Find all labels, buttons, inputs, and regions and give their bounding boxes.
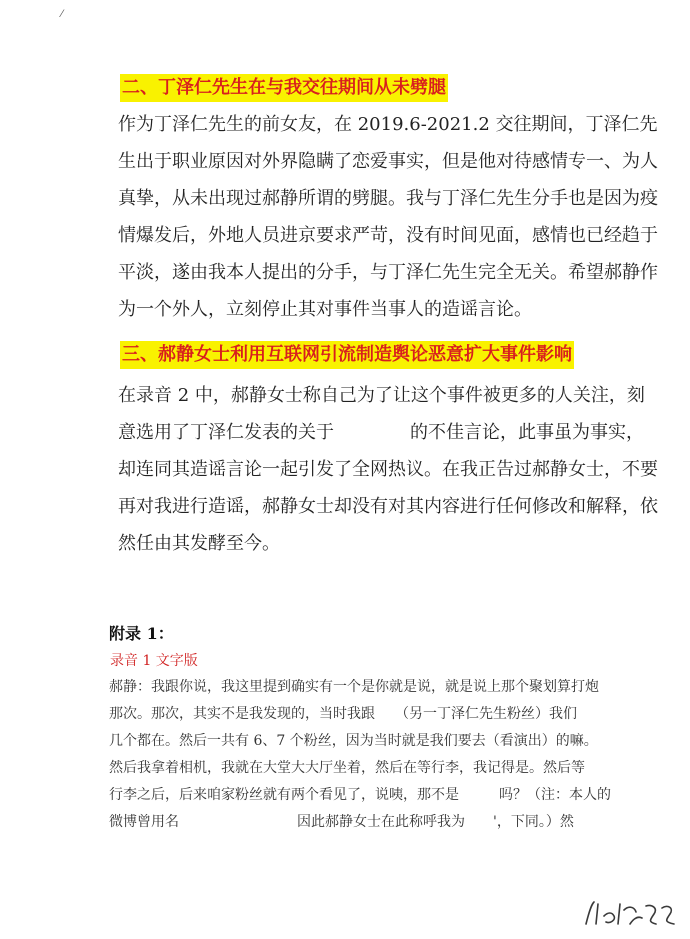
section-2-line-2: 生出于职业原因对外界隐瞒了恋爱事实，但是他对待感情专一、为人 [118, 151, 658, 172]
section-2-line-1: 作为丁泽仁先生的前女友，在 2019.6-2021.2 交往期间，丁泽仁先 [118, 114, 658, 135]
transcript-line-4: 然后我拿着相机，我就在大堂大大厅坐着，然后在等行李，我记得是。然后等 [109, 760, 585, 776]
transcript-line-6-mid: 因此郝静女士在此称呼我为 [297, 814, 465, 830]
section-2-line-4: 情爆发后，外地人员进京要求严苛，没有时间见面，感情也已经趋于 [118, 225, 658, 246]
transcript-line-2 [109, 704, 577, 724]
handwritten-signature [582, 898, 690, 928]
section-2-line-3: 真挚，从未出现过郝静所谓的劈腿。我与丁泽仁先生分手也是因为疫 [118, 188, 658, 209]
transcript-line-3: 几个都在。然后一共有 6、7 个粉丝，因为当时就是我们要去（看演出）的嘛。 [109, 733, 598, 749]
transcript-line-5 [109, 785, 611, 805]
transcript-line-2-end: （另一丁泽仁先生粉丝）我们 [395, 706, 577, 722]
section-3-line-5: 然任由其发酵至今。 [118, 533, 280, 554]
transcript-line-6 [109, 812, 574, 832]
section-3-line-2-start: 意选用了丁泽仁发表的关于 [118, 422, 334, 443]
section-3-line-3: 却连同其造谣言论一起引发了全网热议。在我正告过郝静女士，不要 [118, 459, 658, 480]
section-2-line-5: 平淡，遂由我本人提出的分手，与丁泽仁先生完全无关。希望郝静作 [118, 262, 658, 283]
section-3-line-2 [118, 421, 644, 445]
section-2-heading: 二、丁泽仁先生在与我交往期间从未劈腿 [120, 74, 448, 102]
transcript-line-5-end: 吗？（注：本人的 [499, 787, 611, 803]
appendix-title: 附录 1： [109, 624, 174, 643]
section-3-line-2-end: 的不佳言论，此事虽为事实， [410, 422, 644, 443]
section-3-line-1: 在录音 2 中，郝静女士称自己为了让这个事件被更多的人关注，刻 [118, 385, 645, 406]
transcript-line-1: 郝静：我跟你说，我这里提到确实有一个是你就是说，就是说上那个聚划算打炮 [109, 679, 599, 695]
corner-mark: ⁄ [61, 9, 63, 20]
section-3-line-4: 再对我进行造谣，郝静女士却没有对其内容进行任何修改和解释，依 [118, 496, 658, 517]
recording-label: 录音 1 文字版 [110, 653, 198, 669]
section-2-line-6: 为一个外人，立刻停止其对事件当事人的造谣言论。 [118, 299, 532, 320]
transcript-line-6-start: 微博曾用名 [109, 814, 179, 830]
transcript-line-2-start: 那次。那次，其实不是我发现的，当时我跟 [109, 706, 375, 722]
transcript-line-5-start: 行李之后，后来咱家粉丝就有两个看见了，说咦，那不是 [109, 787, 459, 803]
transcript-line-6-end: '，下同。）然 [493, 814, 574, 830]
section-3-heading: 三、郝静女士利用互联网引流制造舆论恶意扩大事件影响 [120, 341, 574, 369]
